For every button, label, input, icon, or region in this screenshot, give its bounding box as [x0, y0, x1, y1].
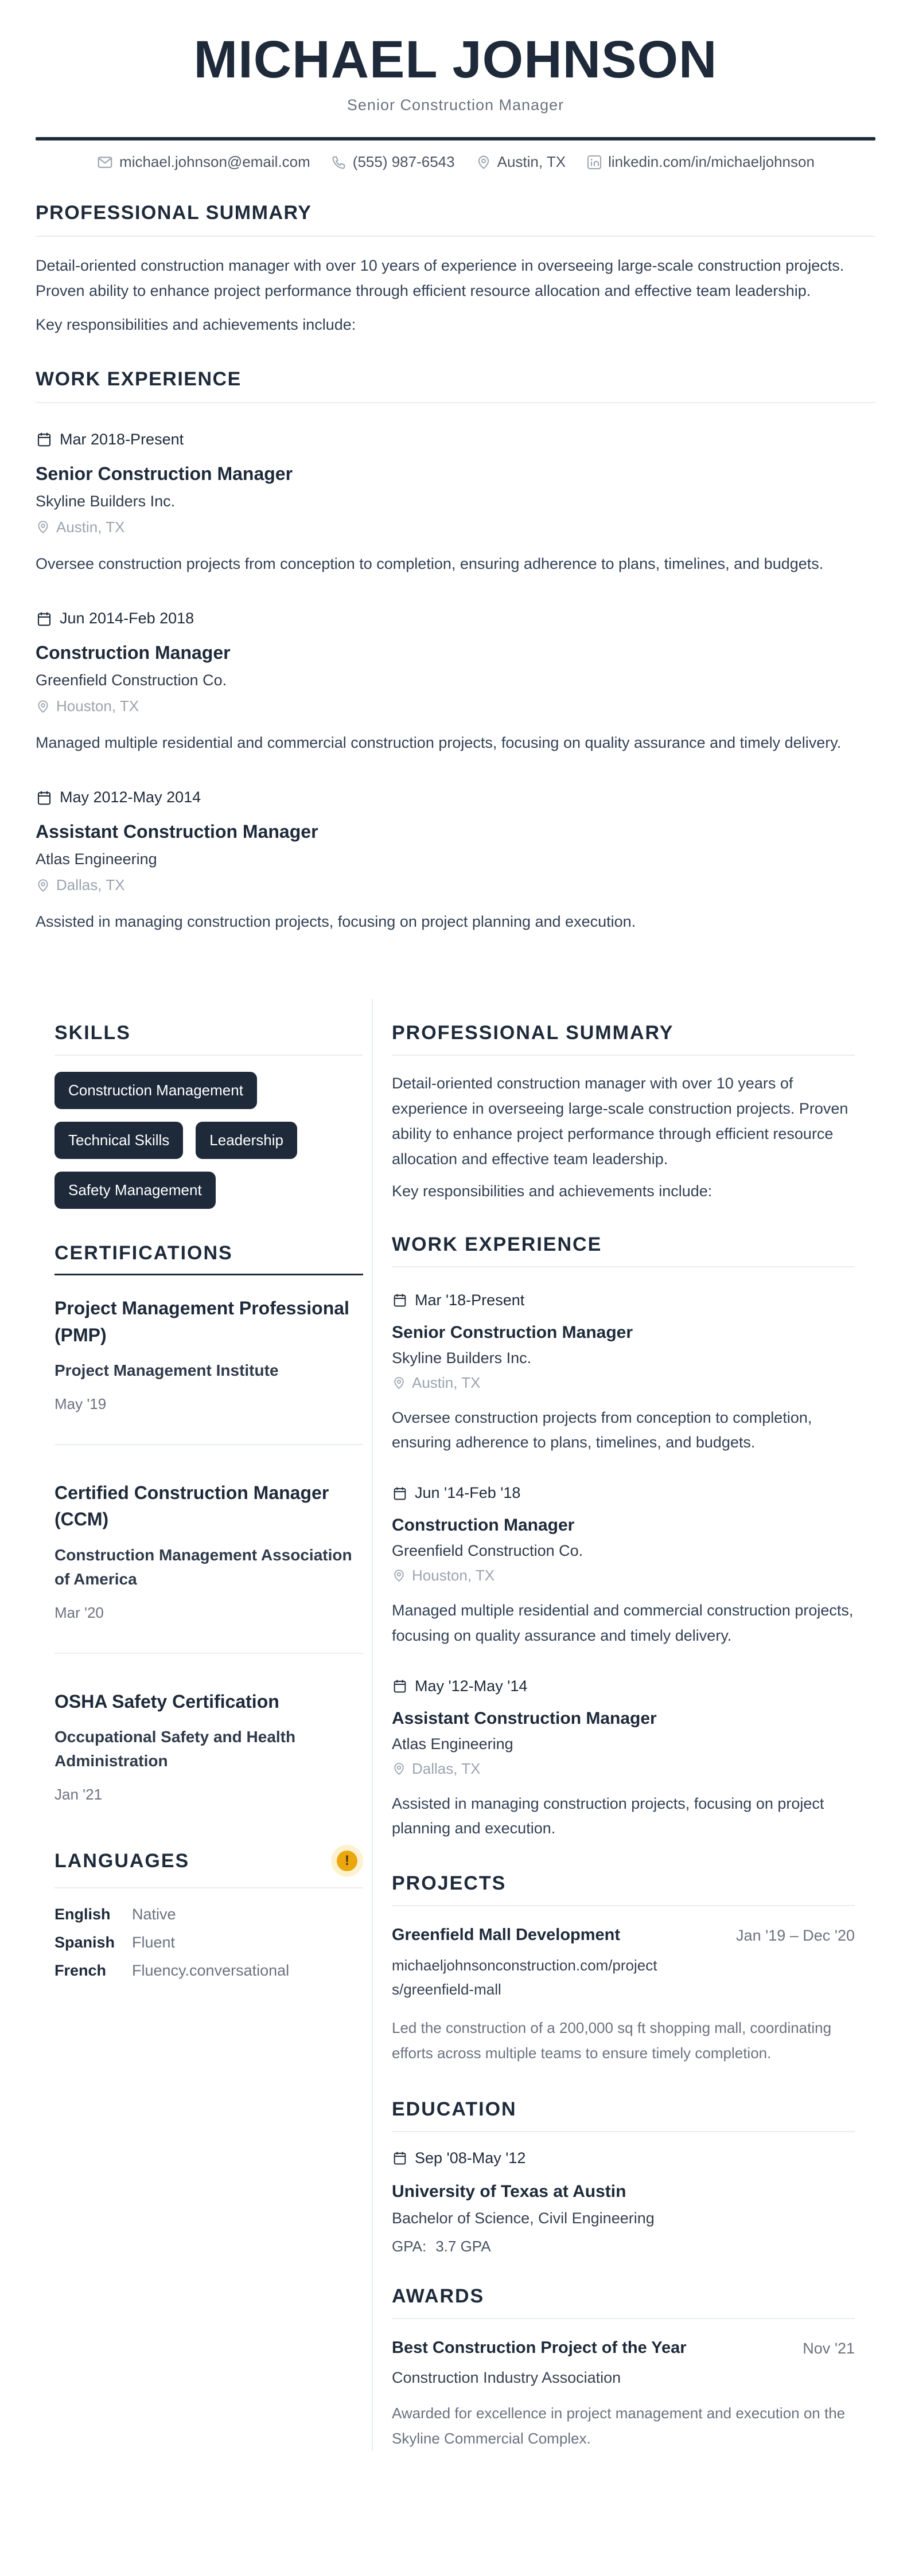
project-url-link[interactable]: michaeljohnsonconstruction.com/projects/greenfield-mall: [392, 1957, 657, 1998]
work-entry: [36, 431, 875, 576]
language-level: Native: [132, 1906, 176, 1923]
right-column: [373, 999, 855, 2451]
work-company: Atlas Engineering: [392, 1735, 513, 1753]
contact-location: [476, 153, 566, 171]
map-pin-icon: [36, 699, 50, 714]
award-header: [392, 2339, 855, 2358]
calendar-icon: [392, 1292, 408, 1308]
award-org: Construction Industry Association: [392, 2368, 621, 2386]
section-rule: [392, 1905, 855, 1906]
skills-heading: SKILLS: [54, 1021, 131, 1044]
skill-tag-list: [54, 1072, 363, 1209]
certification-item: [54, 1480, 363, 1654]
linkedin-icon: [586, 154, 602, 170]
work-company: Atlas Engineering: [36, 850, 157, 868]
contact-phone: [331, 153, 455, 171]
summary-paragraph: Detail-oriented construction manager with over 10 years of experience in overseeing large-scale construction projects. Proven ability to enhance project performance through efficient resource allocation and effective team leadership.: [36, 257, 844, 300]
project-dates: Jan '19 – Dec '20: [736, 1927, 855, 1944]
language-name: French: [54, 1962, 107, 1980]
languages-heading-row: [54, 1845, 363, 1877]
work-company: Greenfield Construction Co.: [36, 672, 227, 689]
work-dates-text: Jun '14-Feb '18: [415, 1484, 521, 1502]
work-dates-text: Mar '18-Present: [415, 1291, 525, 1309]
language-row: [54, 1962, 363, 1980]
candidate-title: Senior Construction Manager: [347, 96, 564, 114]
work-entry: [36, 610, 875, 755]
work-location-text: Austin, TX: [412, 1373, 481, 1391]
work-heading: WORK EXPERIENCE: [392, 1233, 602, 1255]
section-rule: [54, 1887, 363, 1888]
work-title: Senior Construction Manager: [392, 1322, 633, 1342]
certification-title: Project Management Professional (PMP): [54, 1298, 349, 1345]
map-pin-icon: [36, 520, 50, 534]
certifications-heading: CERTIFICATIONS: [54, 1242, 233, 1264]
contact-linkedin[interactable]: [586, 153, 815, 171]
calendar-icon: [392, 1678, 408, 1694]
map-pin-icon: [476, 154, 492, 170]
education-gpa: [392, 2238, 855, 2255]
work-title: Senior Construction Manager: [36, 463, 293, 484]
certification-org: Project Management Institute: [54, 1361, 279, 1379]
language-level: Fluency.conversational: [132, 1962, 290, 1980]
skill-tag: Safety Management: [54, 1172, 216, 1209]
education-school: University of Texas at Austin: [392, 2181, 626, 2201]
certification-date: Mar '20: [54, 1603, 104, 1621]
work-location: [36, 518, 875, 536]
section-rule: [392, 2318, 855, 2319]
project-description: Led the construction of a 200,000 sq ft shopping mall, coordinating efforts across multiple teams to ensure timely completion.: [392, 2019, 832, 2062]
summary-heading: PROFESSIONAL SUMMARY: [36, 202, 312, 224]
work-description: Managed multiple residential and commercial construction projects, focusing on quality assurance and timely delivery.: [392, 1602, 854, 1644]
work-dates: [36, 789, 875, 806]
certification-separator: [54, 1444, 363, 1445]
languages-heading: LANGUAGES: [54, 1849, 190, 1872]
work-dates-text: May 2012-May 2014: [60, 789, 201, 806]
work-company: Skyline Builders Inc.: [392, 1349, 532, 1367]
award-date: Nov '21: [803, 2339, 855, 2357]
award-item: [392, 2339, 855, 2451]
work-dates-text: Mar 2018-Present: [60, 430, 184, 448]
work-company: Skyline Builders Inc.: [36, 492, 176, 510]
education-dates-text: Sep '08-May '12: [415, 2149, 526, 2167]
skill-tag: Technical Skills: [54, 1122, 183, 1159]
work-dates: [36, 610, 875, 627]
work-location-text: Houston, TX: [412, 1567, 495, 1584]
section-rule: [36, 402, 875, 403]
section-rule-dark: [54, 1274, 363, 1275]
work-title: Construction Manager: [36, 642, 231, 663]
section-rule: [54, 1055, 363, 1056]
projects-heading: PROJECTS: [392, 1872, 507, 1894]
work-location: [392, 1567, 855, 1584]
work-dates: [392, 1677, 855, 1695]
work-location-text: Dallas, TX: [412, 1759, 481, 1777]
work-description: Oversee construction projects from conception to completion, ensuring adherence to plans, timelines, and budgets.: [392, 1408, 812, 1451]
skill-tag: Construction Management: [54, 1072, 257, 1109]
gpa-label: GPA:: [392, 2237, 427, 2255]
work-location-text: Austin, TX: [56, 518, 125, 536]
work-company: Greenfield Construction Co.: [392, 1542, 583, 1560]
work-description: Assisted in managing construction projects, focusing on project planning and execution.: [392, 1794, 824, 1837]
education-item: [392, 2149, 855, 2255]
left-column: [54, 999, 373, 2451]
certification-date: May '19: [54, 1395, 107, 1412]
contact-phone-text: (555) 987-6543: [352, 153, 455, 170]
work-entry: [392, 1291, 855, 1455]
contact-row: [36, 153, 875, 171]
contact-location-text: Austin, TX: [497, 153, 566, 170]
language-row: [54, 1934, 363, 1951]
section-rule: [392, 1055, 855, 1056]
education-dates: [392, 2149, 855, 2167]
work-location: [392, 1760, 855, 1778]
project-header: [392, 1926, 855, 1945]
language-list: [54, 1906, 363, 1980]
work-title: Assistant Construction Manager: [392, 1708, 657, 1728]
contact-email[interactable]: [96, 153, 310, 171]
work-location-text: Houston, TX: [56, 697, 139, 715]
work-title: Assistant Construction Manager: [36, 821, 318, 842]
calendar-icon: [36, 789, 53, 806]
work-dates-text: May '12-May '14: [415, 1677, 528, 1695]
gpa-value: 3.7 GPA: [435, 2237, 491, 2255]
work-title: Construction Manager: [392, 1516, 575, 1535]
certification-title: OSHA Safety Certification: [54, 1691, 279, 1712]
language-name: English: [54, 1906, 111, 1923]
project-item: [392, 1926, 855, 2066]
awards-heading: AWARDS: [392, 2285, 485, 2307]
map-pin-icon: [36, 878, 50, 893]
map-pin-icon: [392, 1376, 406, 1390]
calendar-icon: [392, 2150, 408, 2166]
award-title: Best Construction Project of the Year: [392, 2338, 687, 2357]
work-dates: [392, 1291, 855, 1309]
map-pin-icon: [392, 1762, 406, 1776]
work-location-text: Dallas, TX: [56, 876, 125, 894]
summary-heading: PROFESSIONAL SUMMARY: [392, 1021, 674, 1044]
warning-icon: !: [337, 1851, 357, 1871]
work-description: Oversee construction projects from conception to completion, ensuring adherence to plans, timelines, and budgets.: [36, 555, 824, 572]
work-description: Managed multiple residential and commercial construction projects, focusing on quality assurance and timely delivery.: [36, 734, 842, 752]
work-entry: [36, 789, 875, 934]
work-entry: [392, 1484, 855, 1648]
certification-separator: [54, 1653, 363, 1654]
summary-paragraph: Detail-oriented construction manager with over 10 years of experience in overseeing large-scale construction projects. Proven ability to enhance project performance through efficient resource allocation and effective team leadership.: [392, 1074, 848, 1168]
contact-linkedin-text: linkedin.com/in/michaeljohnson: [608, 153, 815, 170]
work-heading: WORK EXPERIENCE: [36, 368, 242, 390]
certification-item: [54, 1688, 363, 1804]
language-name: Spanish: [54, 1934, 115, 1951]
education-heading: EDUCATION: [392, 2098, 517, 2120]
section-rule: [36, 236, 875, 237]
certification-org: Occupational Safety and Health Administration: [54, 1728, 296, 1770]
certification-org: Construction Management Association of America: [54, 1545, 352, 1588]
candidate-name: MICHAEL JOHNSON: [193, 30, 718, 89]
resume-page-two: [0, 999, 911, 2451]
project-title: Greenfield Mall Development: [392, 1926, 621, 1944]
section-rule: [392, 2131, 855, 2132]
work-dates: [392, 1484, 855, 1502]
calendar-icon: [36, 431, 53, 448]
email-icon: [96, 154, 114, 171]
section-rule: [392, 1266, 855, 1267]
warning-badge[interactable]: [331, 1845, 363, 1877]
work-dates: [36, 431, 875, 448]
award-description: Awarded for excellence in project management and execution on the Skyline Commercial Complex.: [392, 2404, 846, 2447]
contact-email-text: michael.johnson@email.com: [119, 153, 310, 170]
work-location: [36, 876, 875, 894]
work-location: [36, 697, 875, 715]
language-level: Fluent: [132, 1934, 176, 1951]
certification-date: Jan '21: [54, 1786, 103, 1804]
language-row: [54, 1906, 363, 1923]
certification-item: [54, 1295, 363, 1445]
summary-paragraph: Key responsibilities and achievements include:: [36, 315, 356, 333]
header-divider: [36, 137, 875, 140]
certification-title: Certified Construction Manager (CCM): [54, 1482, 329, 1530]
work-location: [392, 1374, 855, 1392]
skill-tag: Leadership: [196, 1122, 297, 1159]
education-degree: Bachelor of Science, Civil Engineering: [392, 2209, 655, 2227]
calendar-icon: [392, 1485, 408, 1501]
phone-icon: [331, 154, 347, 170]
work-dates-text: Jun 2014-Feb 2018: [60, 610, 194, 627]
work-entry: [392, 1677, 855, 1841]
summary-paragraph: Key responsibilities and achievements include:: [392, 1182, 713, 1200]
map-pin-icon: [392, 1568, 406, 1583]
calendar-icon: [36, 610, 53, 627]
resume-page-one: [0, 0, 911, 935]
work-description: Assisted in managing construction projects, focusing on project planning and execution.: [36, 913, 636, 931]
